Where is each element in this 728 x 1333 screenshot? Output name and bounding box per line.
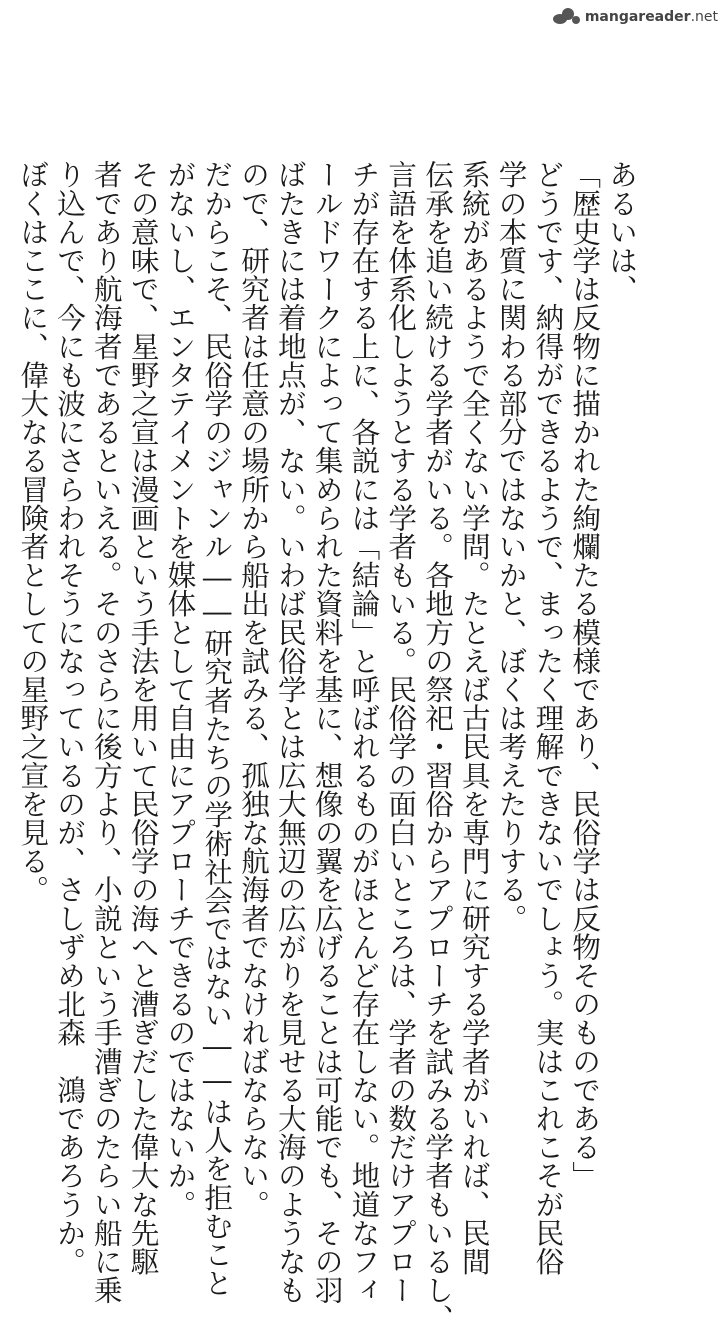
text-line: 伝承を追い続ける学者がいる。各地方の祭祀・習俗からアプローチを試みる学者もいるし、 [421, 160, 456, 1333]
text-line: り込んで、今にも波にさらわれそうになっているのが、さしずめ北森 鴻であろうか。 [53, 160, 88, 1276]
text-line: チが存在する上に、各説には「結論」と呼ばれるものがほとんど存在しない。地道なフィ [347, 160, 382, 1304]
text-line: 者であり航海者であるといえる。そのさらに後方より、小説という手漕ぎのたらい船に乗 [89, 160, 124, 1304]
vertical-text-page [14, 160, 640, 1333]
watermark-text [585, 9, 718, 25]
text-line: 学の本質に関わる部分ではないかと、ぼくは考えたりする。 [494, 160, 529, 933]
text-line: あるいは、 [605, 160, 639, 303]
watermark-suffix: .net [690, 9, 718, 25]
text-line: ばたきには着地点が、ない。いわば民俗学とは広大無辺の広がりを見せる大海のようなも [273, 160, 308, 1304]
watermark [553, 8, 718, 26]
text-line: ので、研究者は任意の場所から船出を試みる、孤独な航海者でなければならない。 [237, 160, 272, 1219]
text-line: ぼくはここに、偉大なる冒険者としての星野之宣を見る。 [16, 160, 51, 904]
text-line: ールドワークによって集められた資料を基に、想像の翼を広げることは可能でも、その羽 [310, 160, 345, 1304]
text-line: 系統があるようで全くない学問。たとえば古民具を専門に研究する学者がいれば、民間 [457, 160, 492, 1276]
text-line: その意味で、星野之宣は漫画という手法を用いて民俗学の海へと漕ぎだした偉大な先駆 [126, 160, 161, 1276]
watermark-brand: mangareader [584, 9, 691, 25]
text-line: がないし、エンタテイメントを媒体として自由にアプローチできるのではないか。 [163, 160, 198, 1219]
text-line: 言語を体系化しようとする学者もいる。民俗学の面白いところは、学者の数だけアプロー [384, 160, 419, 1304]
mangareader-logo-icon [553, 8, 581, 26]
text-line: だからこそ、民俗学のジャンル――研究者たちの学術社会ではない――は人を拒むこと [200, 160, 235, 1297]
text-line: どうです、納得ができるようで、まったく理解できないでしょう。実はこれこそが民俗 [531, 160, 566, 1276]
text-line: 「歴史学は反物に描かれた絢爛たる模様であり、民俗学は反物そのものである」 [568, 160, 603, 1190]
